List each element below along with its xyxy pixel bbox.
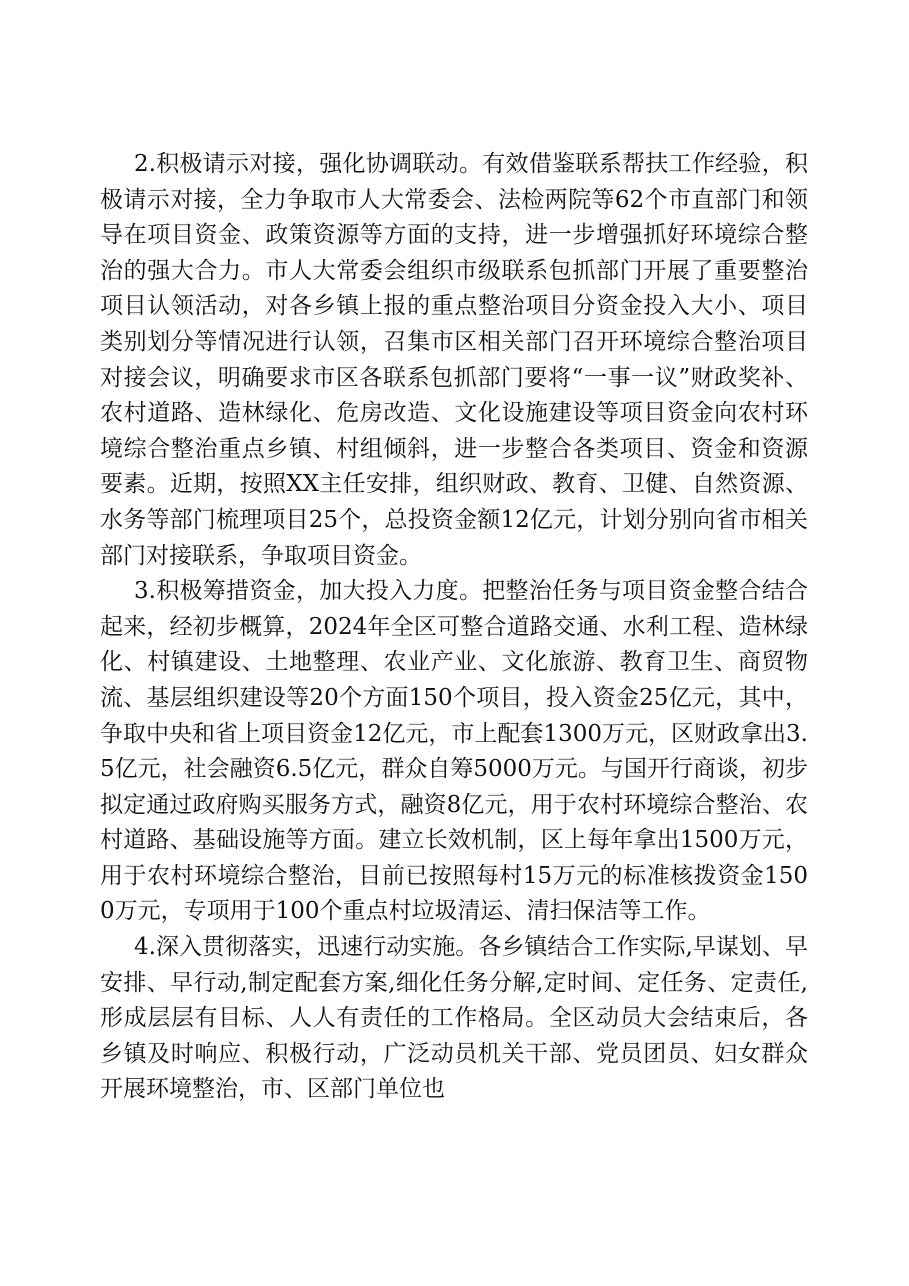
paragraph-implementation: 4.深入贯彻落实，迅速行动实施。各乡镇结合工作实际,早谋划、早安排、早行动,制定配套方案,细化任务分解,定时间、定任务、定责任,形成层层有目标、人人有责任的工作格局。全区动员大会结束后，各乡镇及时响应、积极行动，广泛动员机关干部、党员团员、妇女群众开展环境整治，市、区部门单位也: [100, 934, 808, 1103]
paragraph-coordination: 2.积极请示对接，强化协调联动。有效借鉴联系帮扶工作经验，积极请示对接，全力争取市人大常委会、法检两院等62个市直部门和领导在项目资金、政策资源等方面的支持，进一步增强抓好环境综合整治的强大合力。市人大常委会组织市级联系包抓部门开展了重要整治项目认领活动，对各乡镇上报的重点整治项目分资金投入大小、项目类别划分等情况进行认领，召集市区相关部门召开环境综合整治项目对接会议，明确要求市区各联系包抓部门要将“一事一议”财政奖补、农村道路、造林绿化、危房改造、文化设施建设等项目资金向农村环境综合整治重点乡镇、村组倾斜，进一步整合各类项目、资金和资源要素。近期，按照XX主任安排，组织财政、教育、卫健、自然资源、水务等部门梳理项目25个，总投资金额12亿元，计划分别向省市相关部门对接联系，争取项目资金。: [100, 151, 808, 569]
paragraph-funding: 3.积极筹措资金，加大投入力度。把整治任务与项目资金整合结合起来，经初步概算，2024年全区可整合道路交通、水利工程、造林绿化、村镇建设、土地整理、农业产业、文化旅游、教育卫生、商贸物流、基层组织建设等20个方面150个项目，投入资金25亿元，其中，争取中央和省上项目资金12亿元，市上配套1300万元，区财政拿出3.5亿元，社会融资6.5亿元，群众自筹5000万元。与国开行商谈，初步拟定通过政府购买服务方式，融资8亿元，用于农村环境综合整治、农村道路、基础设施等方面。建立长效机制，区上每年拿出1500万元，用于农村环境综合整治，目前已按照每村15万元的标准核拨资金1500万元，专项用于100个重点村垃圾清运、清扫保洁等工作。: [100, 578, 808, 925]
document-body: [100, 147, 808, 1108]
